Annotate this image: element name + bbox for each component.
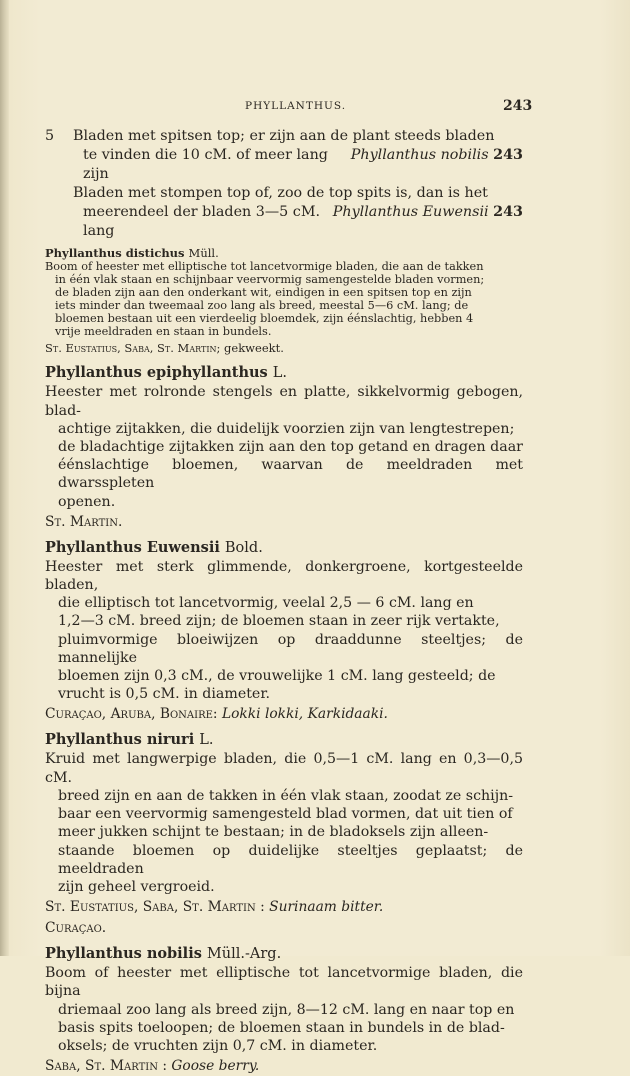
- species-author: L.: [272, 365, 288, 382]
- species-author: Müll.-Arg.: [206, 946, 282, 963]
- page-header: [0, 98, 630, 116]
- locality-islands: St. Martin.: [45, 513, 123, 530]
- description-line: pluimvormige bloeiwijzen op draaddunne steeltjes; de mannelijke: [58, 631, 523, 666]
- key-species-ref: [351, 146, 523, 184]
- description-line: iets minder dan tweemaal zoo lang als breed, meestal 5—6 cM. lang; de: [55, 298, 469, 312]
- key-entry-5b: [45, 184, 523, 241]
- key-number: 5: [45, 128, 55, 144]
- species-author: L.: [199, 732, 214, 749]
- species-locality-niruri-2: [45, 918, 523, 938]
- species-heading-epiphyllanthus: [45, 363, 523, 383]
- key-line-1: Bladen met stompen top of, zoo de top spits is, dan is het: [73, 185, 488, 201]
- key-text: te vinden die 10 cM. of meer lang zijn: [83, 147, 328, 182]
- description-line: in één vlak staan en schijnbaar veervormig samengestelde bladen vormen;: [55, 272, 485, 286]
- description-line: staande bloemen op duidelijke steeltjes geplaatst; de meeldraden: [58, 842, 523, 877]
- description-line: achtige zijtakken, die duidelijk voorzien zijn van lengtestrepen;: [58, 420, 515, 437]
- description-line: bloemen bestaan uit een vierdeelig bloemdek, zijn éénslachtig, hebben 4: [55, 311, 474, 325]
- species-heading-niruri: [45, 730, 523, 750]
- page-content: [45, 127, 523, 1076]
- description-line: baar een veervormig samengesteld blad vormen, dat uit tien of: [58, 806, 513, 823]
- key-line-2: [83, 203, 523, 241]
- description-line: meer jukken schijnt te bestaan; in de bladoksels zijn alleen-: [58, 824, 489, 841]
- species-locality-nobilis: [45, 1056, 523, 1076]
- locality-islands: St. Eustatius, Saba, St. Martin: [45, 341, 217, 356]
- description-line: Heester met rolronde stengels en platte, sikkelvormig gebogen, blad-: [45, 384, 523, 419]
- species-name: Phyllanthus Euwensii: [45, 538, 220, 556]
- key-species-ref: [333, 203, 523, 241]
- species-locality-euwensii: [45, 704, 523, 724]
- species-name: Phyllanthus niruri: [45, 731, 195, 749]
- running-title: PHYLLANTHUS.: [245, 100, 347, 112]
- key-entry-5a: [45, 127, 523, 184]
- locality-islands: Curaçao, Aruba, Bonaire:: [45, 706, 218, 723]
- species-heading-nobilis: [45, 944, 523, 964]
- description-line: die elliptisch tot lancetvormig, veelal 2,5 — 6 cM. lang en: [58, 595, 474, 612]
- species-locality-epiphyllanthus: [45, 512, 523, 532]
- description-line: Boom of heester met elliptische tot lancetvormige bladen, die bijna: [45, 965, 523, 1000]
- key-species-name: Phyllanthus Euwensii: [332, 204, 489, 220]
- vernacular-names: Surinaam bitter.: [269, 899, 384, 916]
- vernacular-names: Goose berry.: [171, 1058, 260, 1075]
- locality-note: ; gekweekt.: [216, 341, 284, 356]
- species-name: Phyllanthus nobilis: [45, 945, 202, 963]
- species-locality-niruri: [45, 897, 523, 917]
- description-line: 1,2—3 cM. breed zijn; de bloemen staan in zeer rijk vertakte,: [58, 613, 500, 630]
- description-line: zijn geheel vergroeid.: [58, 878, 215, 895]
- species-author: Bold.: [224, 539, 263, 556]
- species-name: Phyllanthus epiphyllanthus: [45, 364, 268, 382]
- key-species-name: Phyllanthus nobilis: [350, 147, 489, 163]
- description-line: bloemen zijn 0,3 cM., de vrouwelijke 1 cM. lang gesteeld; de: [58, 668, 496, 685]
- species-description-euwensii: [45, 558, 523, 704]
- description-line: vrije meeldraden en staan in bundels.: [55, 324, 272, 338]
- species-description-distichus: [45, 261, 523, 338]
- key-text: meerendeel der bladen 3—5 cM. lang: [83, 204, 321, 239]
- species-locality-distichus: [45, 340, 523, 357]
- description-line: driemaal zoo lang als breed zijn, 8—12 cM. lang en naar top en: [58, 1001, 515, 1018]
- species-heading-distichus: [45, 245, 523, 261]
- species-description-nobilis: [45, 964, 523, 1055]
- description-line: Heester met sterk glimmende, donkergroene, kortgesteelde bladen,: [45, 558, 523, 594]
- description-line: Kruid met langwerpige bladen, die 0,5—1 cM. lang en 0,3—0,5 cM.: [45, 751, 523, 786]
- species-description-epiphyllanthus: [45, 383, 523, 510]
- locality-islands: Saba, St. Martin :: [45, 1058, 168, 1075]
- species-name: Phyllanthus distichus: [45, 246, 185, 260]
- description-line: basis spits toeloopen; de bloemen staan in bundels in de blad-: [58, 1019, 505, 1036]
- description-line: breed zijn en aan de takken in één vlak staan, zoodat ze schijn-: [58, 787, 514, 804]
- species-heading-euwensii: [45, 538, 523, 558]
- key-page-ref: 243: [493, 147, 523, 163]
- description-line: de bladen zijn aan den onderkant wit, eindigen in een spitsen top en zijn: [55, 285, 472, 299]
- vernacular-names: Lokki lokki, Karkidaaki.: [221, 706, 388, 723]
- description-line: Boom of heester met elliptische tot lancetvormige bladen, die aan de takken: [45, 260, 484, 273]
- locality-islands: St. Eustatius, Saba, St. Martin :: [45, 899, 265, 916]
- key-page-ref: 243: [493, 204, 523, 220]
- key-line-2: [83, 146, 523, 184]
- description-line: openen.: [58, 493, 116, 510]
- page-binding-edge: [0, 0, 9, 956]
- description-line: vrucht is 0,5 cM. in diameter.: [58, 686, 271, 703]
- description-line: de bladachtige zijtakken zijn aan den top getand en dragen daar: [58, 439, 523, 456]
- locality-islands: Curaçao.: [45, 920, 107, 937]
- key-line-1: Bladen met spitsen top; er zijn aan de plant steeds bladen: [73, 128, 495, 144]
- species-description-niruri: [45, 750, 523, 896]
- description-line: oksels; de vruchten zijn 0,7 cM. in diameter.: [58, 1037, 378, 1054]
- description-line: éénslachtige bloemen, waarvan de meeldraden met dwarsspleten: [58, 457, 523, 492]
- page-number: 243: [503, 98, 533, 114]
- species-author: Müll.: [188, 246, 219, 260]
